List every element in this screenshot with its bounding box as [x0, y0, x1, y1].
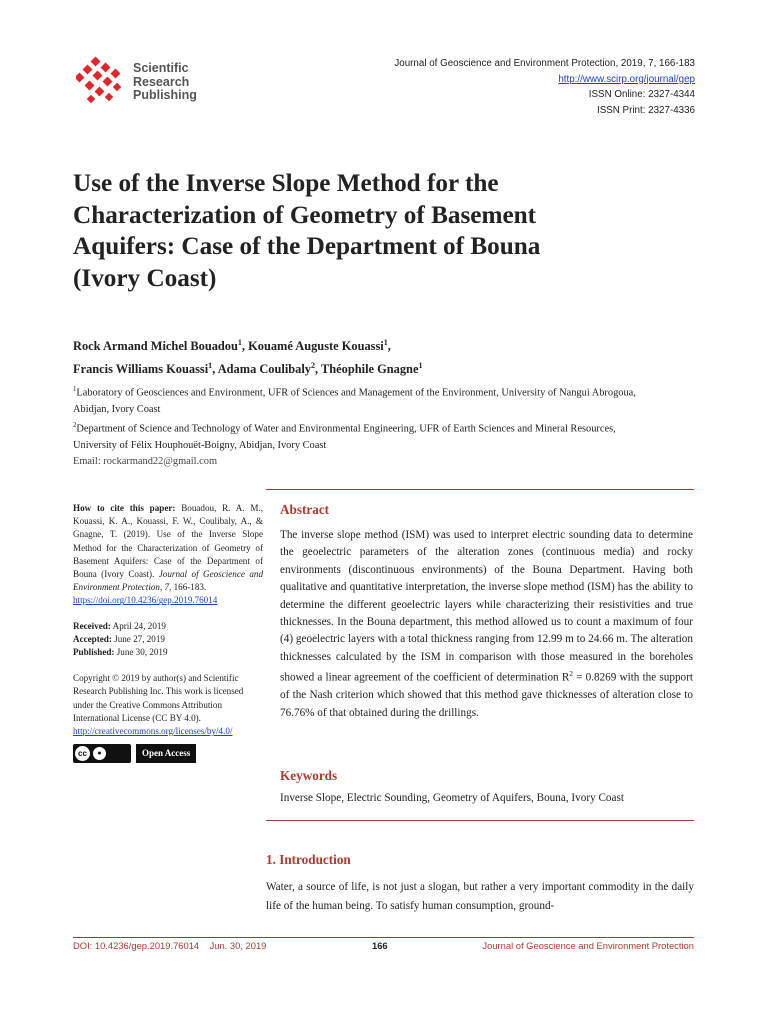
received-label: Received:	[73, 620, 111, 631]
affiliation-1-line-1	[73, 382, 698, 402]
journal-url-link[interactable]: http://www.scirp.org/journal/gep	[558, 73, 695, 85]
cite-pages: 166-183.	[173, 582, 207, 593]
author-list	[73, 333, 422, 379]
journal-meta	[394, 56, 695, 118]
author-line-1	[73, 333, 422, 356]
cite-text: Bouadou, R. A. M., Kouassi, K. A., Kouassi, F. W., Coulibaly, A., & Gnagne, T. (2019). Use of the Inverse Slope Method for the Characterization of Geometry of Basement Aquifers: Case of the Department of Bouna (Ivory Coast).	[73, 503, 263, 580]
published-date	[73, 646, 263, 659]
author-line-2	[73, 356, 422, 379]
author-affiliation-mark: 1	[383, 338, 388, 347]
received-value: April 24, 2019	[112, 620, 166, 631]
author-name: , Théophile Gnagne	[315, 362, 419, 377]
author-affiliation-mark: 1	[237, 338, 242, 347]
affiliations	[73, 382, 698, 470]
paper-title	[73, 168, 693, 294]
affiliation-2-line-2: University of Félix Houphouët-Boigny, Abidjan, Ivory Coast	[73, 439, 327, 451]
affiliation-1-line-2: Abidjan, Ivory Coast	[73, 403, 161, 415]
abstract-text	[280, 527, 693, 722]
publisher-line-1: Scientific	[133, 61, 189, 75]
license-badges	[73, 744, 263, 763]
affiliation-2-line-1	[73, 418, 698, 438]
keywords-text: Inverse Slope, Electric Sounding, Geometry of Aquifers, Bouna, Ivory Coast	[280, 792, 624, 804]
title-line: (Ivory Coast)	[73, 264, 217, 292]
cc-icon: cc	[75, 746, 90, 761]
affiliation-text: Laboratory of Geosciences and Environment, UFR of Sciences and Management of the Environment, University of Nangui Abrogoua,	[76, 387, 636, 399]
introduction-text: Water, a source of life, is not just a slogan, but rather a very important commodity in the daily life of the human being. To satisfy human consumption, ground-	[266, 881, 694, 912]
license-notice	[73, 672, 263, 763]
author-name: Francis Williams Kouassi	[73, 362, 209, 377]
publication-dates	[73, 620, 263, 660]
publisher-name	[133, 62, 197, 103]
introduction-heading: 1. Introduction	[266, 852, 351, 867]
cite-label: How to cite this paper:	[73, 503, 176, 513]
published-value: June 30, 2019	[116, 647, 168, 658]
abstract-superscript: 2	[569, 670, 573, 679]
abstract-top-rule	[266, 489, 694, 490]
received-date	[73, 620, 263, 633]
footer-rule	[73, 937, 694, 938]
cc-by-badge[interactable]	[73, 744, 131, 763]
title-line: Aquifers: Case of the Department of Bouna	[73, 233, 541, 260]
abstract-body: The inverse slope method (ISM) was used to interpret electric sounding data to determine the geoelectric parameters of the alteration zones (continuous media) and rocky environments (discontinuous environments) of the Bouna Department. Having both qualitative and quantitative interpretation, the inverse slope method (ISM) has the ability to determine the different geoelectric layers while characterizing their resistivities and true thicknesses. In the Bouna department, this method allowed us to count a maximum of four (4) geoelectric layers with a total thickness ranging from 12.99 m to 24.66 m. The alteration thicknesses calculated by the ISM in comparison with those measured in the boreholes showed a linear agreement of the coefficient of determination R	[280, 529, 693, 684]
publisher-line-2: Research	[133, 74, 190, 89]
affiliation-mark: 1	[73, 386, 77, 393]
affiliation-text: Department of Science and Technology of Water and Environmental Engineering, UFR of Earth Sciences and Mineral Resources,	[76, 423, 616, 435]
publisher-line-3: Publishing	[133, 88, 197, 102]
author-name: , Adama Coulibaly	[212, 362, 312, 377]
how-to-cite	[73, 502, 263, 608]
license-text: Copyright © 2019 by author(s) and Scientific Research Publishing Inc. This work is licensed under the Creative Commons Attribution International License (CC BY 4.0).	[73, 673, 244, 723]
page-number: 166	[372, 940, 388, 951]
author-affiliation-mark: 1	[418, 361, 423, 371]
accepted-date	[73, 633, 263, 646]
citation-sidebar	[73, 502, 263, 763]
author-affiliation-mark: 1	[208, 361, 213, 371]
title-line: Characterization of Geometry of Basement	[73, 201, 537, 229]
author-affiliation-mark: 2	[311, 361, 316, 371]
author-separator: ,	[387, 339, 391, 354]
keywords-bottom-rule	[266, 820, 694, 821]
affiliation-mark: 2	[73, 421, 77, 429]
footer-journal: Journal of Geoscience and Environment Protection	[482, 940, 694, 951]
author-name: , Kouamé Auguste Kouassi	[241, 339, 384, 354]
corresponding-email[interactable]: Email: rockarmand22@gmail.com	[73, 455, 218, 467]
cite-journal: Journal of Geoscience and Environment Protection, 7,	[73, 569, 264, 593]
open-access-badge: Open Access	[136, 744, 196, 763]
keywords-heading: Keywords	[280, 768, 338, 783]
accepted-value: June 27, 2019	[114, 633, 165, 644]
issn-print: ISSN Print: 2327-4336	[596, 104, 695, 116]
abstract-heading: Abstract	[280, 502, 330, 517]
by-person-icon: ●	[93, 747, 106, 760]
abstract-body-end: = 0.8269 with the support of the Nash criterion which showed that this method gave thicknesses of alteration close to 76.76% of that obtained during the drillings.	[280, 671, 693, 719]
journal-citation: Journal of Geoscience and Environment Protection, 2019, 7, 166-183	[394, 58, 695, 69]
issn-online: ISSN Online: 2327-4344	[588, 89, 695, 100]
author-name: Rock Armand Michel Bouadou	[73, 339, 238, 354]
published-label: Published:	[73, 647, 115, 658]
accepted-label: Accepted:	[73, 633, 112, 644]
title-line: Use of the Inverse Slope Method for the	[73, 170, 499, 197]
license-url-link[interactable]: http://creativecommons.org/licenses/by/4.0/	[73, 726, 233, 737]
cite-doi-link[interactable]: https://doi.org/10.4236/gep.2019.76014	[73, 595, 218, 606]
footer-doi: DOI: 10.4236/gep.2019.76014 Jun. 30, 2019	[73, 940, 267, 951]
